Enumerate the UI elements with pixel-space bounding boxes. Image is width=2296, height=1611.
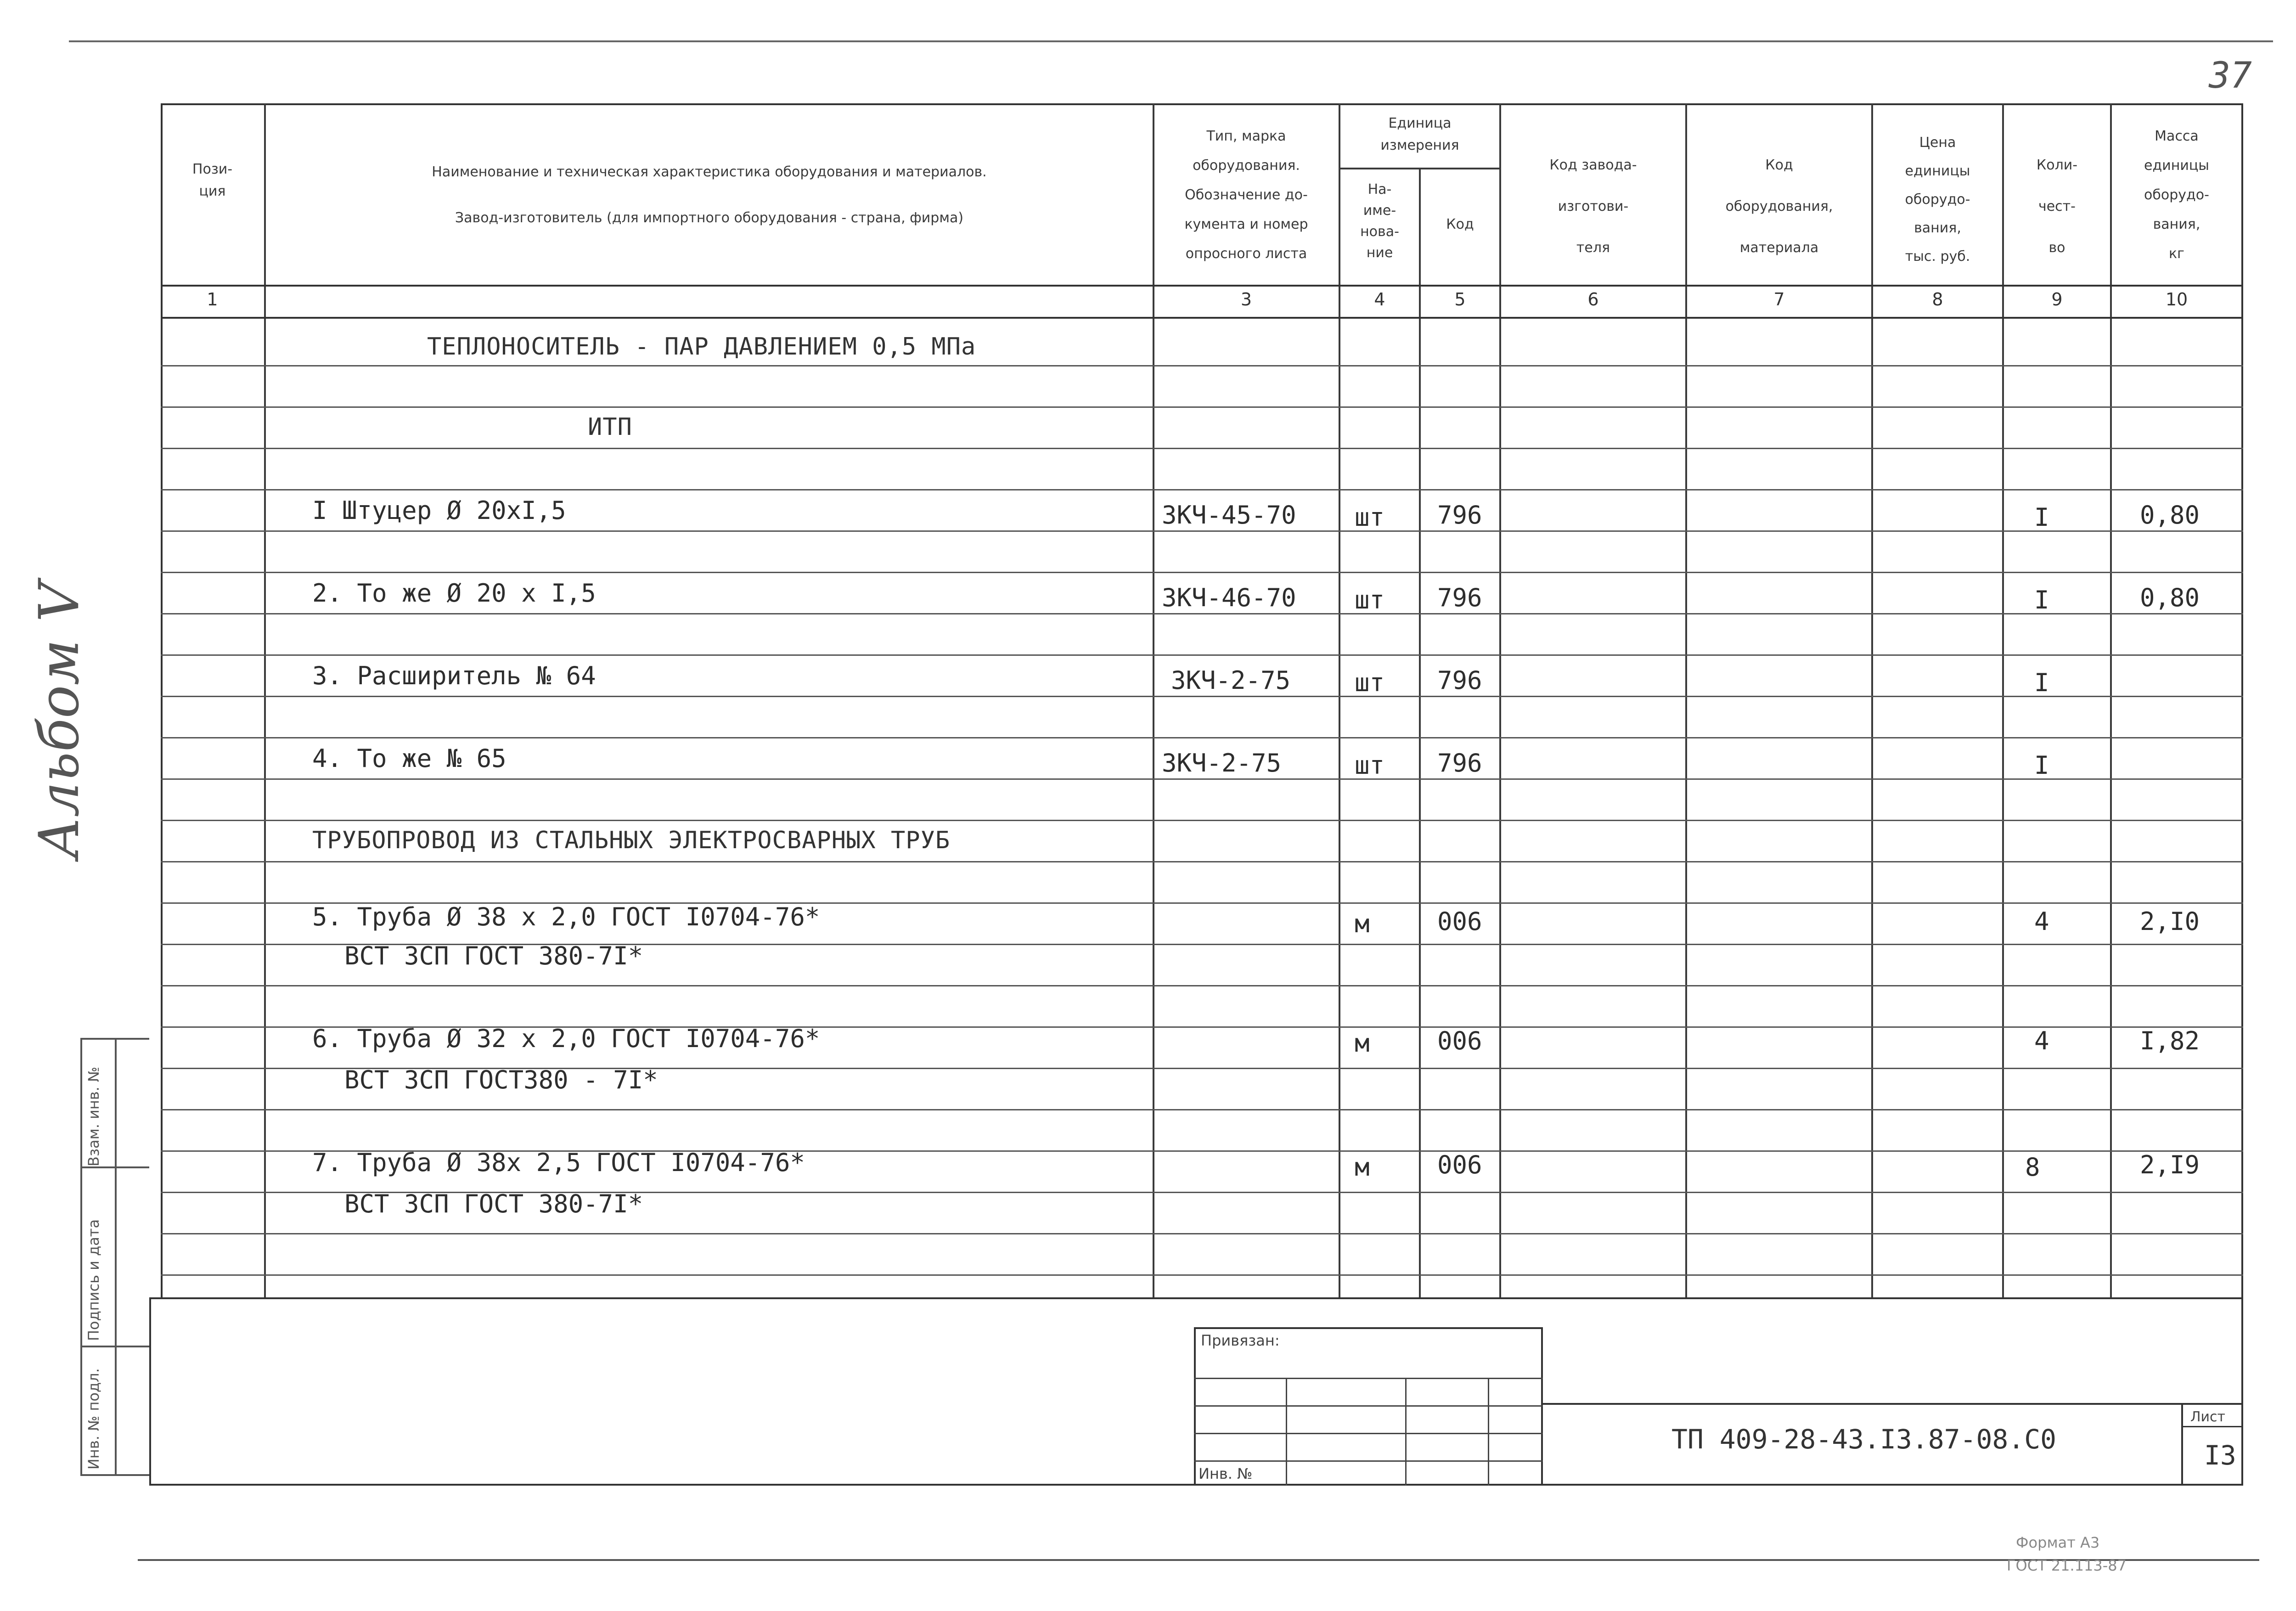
row7-name: 7. Труба Ø 38x 2,5 ГОСТ I0704-76* [312, 1148, 805, 1177]
row-rule [161, 737, 2243, 738]
header-col7: Код оборудования, материала [1725, 157, 1833, 256]
row2-name: 2. То же Ø 20 x I,5 [312, 579, 596, 608]
colnum-7: 7 [1773, 289, 1785, 310]
row4-type: ЗКЧ-2-75 [1162, 749, 1282, 777]
row7-name2: ВСТ 3СП ГОСТ 380-7I* [344, 1189, 643, 1218]
col-sep-2 [1153, 103, 1154, 1297]
row5-code: 006 [1437, 907, 1482, 936]
unit-header-subrule [1339, 168, 1499, 169]
table-right-border [2241, 103, 2243, 1297]
colnum-bottom-rule [161, 317, 2243, 319]
row7-code: 006 [1437, 1150, 1482, 1179]
col-sep-6 [1685, 103, 1687, 1297]
section-title-itp: ИТП [588, 413, 632, 441]
stamp-privyazan: Привязан: [1201, 1332, 1280, 1349]
row6-name2: ВСТ 3СП ГОСТ380 - 7I* [344, 1065, 658, 1094]
stamp-inv-no: Инв. № [1199, 1465, 1253, 1482]
row2-mass: 0,80 [2140, 583, 2200, 612]
stamp-col3 [1488, 1378, 1489, 1486]
stamp-col1 [1286, 1378, 1287, 1486]
stamp-row1 [1194, 1378, 1543, 1379]
row6-qty: 4 [2034, 1026, 2049, 1055]
row-rule [161, 406, 2243, 408]
row-rule [161, 985, 2243, 986]
header-col1: Пози- ция [192, 161, 233, 199]
col-sep-4 [1419, 168, 1421, 1297]
row2-code: 796 [1437, 583, 1482, 612]
header-col8: Цена единицы оборудо- вания, тыс. руб. [1905, 135, 1970, 265]
gost-label: ГОСТ 21.113-87 [2007, 1557, 2127, 1574]
colnum-10: 10 [2165, 289, 2188, 310]
side-label-podpis-data: Подпись и дата [85, 1219, 102, 1341]
row-rule [161, 861, 2243, 862]
side-strip-bottom [80, 1474, 149, 1476]
specification-table [161, 103, 2243, 1297]
row4-unit: шт [1355, 751, 1385, 780]
row-rule [161, 489, 2243, 490]
row1-qty: I [2034, 503, 2049, 532]
table-bottom-rule [149, 1297, 2243, 1299]
row6-code: 006 [1437, 1026, 1482, 1055]
row6-unit: м [1355, 1029, 1370, 1058]
row6-mass: I,82 [2140, 1026, 2200, 1055]
col-sep-3 [1339, 103, 1340, 1297]
row-rule [161, 1274, 2243, 1276]
stamp-col2 [1405, 1378, 1407, 1486]
row3-qty: I [2034, 668, 2049, 697]
row1-code: 796 [1437, 501, 1482, 529]
colnum-6: 6 [1587, 289, 1599, 310]
row-rule [161, 572, 2243, 573]
table-top-border [161, 103, 2243, 105]
row3-code: 796 [1437, 666, 1482, 695]
top-rule [69, 40, 2273, 42]
section-title-heat-carrier: ТЕПЛОНОСИТЕЛЬ - ПАР ДАВЛЕНИЕМ 0,5 МПа [427, 333, 976, 361]
header-col5: Код [1446, 216, 1474, 232]
sheet-box-left [2181, 1403, 2183, 1486]
header-bottom-rule [161, 285, 2243, 287]
row-rule [161, 654, 2243, 656]
row-rule [161, 778, 2243, 780]
frame-bottom [149, 1484, 2243, 1486]
sheet-number: I3 [2204, 1440, 2236, 1471]
table-left-border [161, 103, 163, 1297]
row3-type: ЗКЧ-2-75 [1171, 666, 1291, 695]
row4-code: 796 [1437, 749, 1482, 777]
stamp-row4 [1194, 1460, 1543, 1462]
row-rule [161, 530, 2243, 532]
header-col9: Коли- чест- во [2036, 157, 2078, 256]
col-sep-7 [1871, 103, 1873, 1297]
col-sep-8 [2002, 103, 2004, 1297]
side-strip-line [80, 1038, 82, 1474]
colnum-9: 9 [2051, 289, 2063, 310]
row1-mass: 0,80 [2140, 501, 2200, 529]
row2-qty: I [2034, 586, 2049, 614]
row-rule [161, 820, 2243, 821]
row5-mass: 2,I0 [2140, 907, 2200, 936]
frame-left-lower [149, 1297, 151, 1486]
row-rule [161, 1233, 2243, 1234]
stamp-top [1194, 1327, 1543, 1329]
colnum-8: 8 [1932, 289, 1943, 310]
row5-name2: ВСТ 3СП ГОСТ 380-7I* [344, 941, 643, 970]
row1-type: ЗКЧ-45-70 [1162, 501, 1296, 529]
header-col6: Код завода- изготови- теля [1549, 157, 1637, 256]
header-col3: Тип, марка оборудования. Обозначение до- кумента и номер опросного листа [1184, 128, 1308, 262]
row-rule [161, 696, 2243, 697]
row7-mass: 2,I9 [2140, 1150, 2200, 1179]
header-col2: Наименование и техническая характеристика оборудования и материалов. Завод-изготовитель (для импортного оборудования - страна, фирма) [432, 164, 987, 226]
row-rule [161, 613, 2243, 614]
page-number-mark: 37 [2209, 55, 2252, 96]
col-sep-9 [2110, 103, 2112, 1297]
row3-name: 3. Расширитель № 64 [312, 661, 596, 690]
row6-name: 6. Труба Ø 32 x 2,0 ГОСТ I0704-76* [312, 1024, 820, 1053]
row5-qty: 4 [2034, 907, 2049, 936]
row-rule [161, 365, 2243, 366]
frame-right-lower [2241, 1297, 2243, 1486]
stamp-row3 [1194, 1433, 1543, 1434]
row2-unit: шт [1355, 586, 1385, 614]
side-strip-mid [115, 1038, 117, 1474]
col-sep-5 [1499, 103, 1501, 1297]
album-label: Альбом V [28, 582, 91, 859]
title-block-top [1543, 1403, 2243, 1405]
row5-name: 5. Труба Ø 38 x 2,0 ГОСТ I0704-76* [312, 902, 820, 931]
colnum-5: 5 [1454, 289, 1466, 310]
colnum-3: 3 [1240, 289, 1252, 310]
document-code: ТП 409-28-43.I3.87-08.С0 [1671, 1424, 2057, 1455]
sheet-box-mid [2181, 1426, 2243, 1427]
col-sep-1 [264, 103, 266, 1297]
header-col10: Масса единицы оборудо- вания, кг [2144, 128, 2209, 262]
section-title-pipeline: ТРУБОПРОВОД ИЗ СТАЛЬНЫХ ЭЛЕКТРОСВАРНЫХ ТРУБ [312, 827, 951, 854]
header-col4: На- име- нова- ние [1360, 181, 1399, 261]
row7-qty: 8 [2025, 1153, 2040, 1182]
row4-qty: I [2034, 751, 2049, 780]
format-label: Формат А3 [2016, 1534, 2100, 1551]
header-unit-group: Единица измерения [1380, 115, 1459, 153]
stamp-row2 [1194, 1405, 1543, 1407]
row3-unit: шт [1355, 668, 1385, 697]
colnum-4: 4 [1374, 289, 1385, 310]
row2-type: ЗКЧ-46-70 [1162, 583, 1296, 612]
side-label-vzam-inv: Взам. инв. № [85, 1066, 102, 1166]
row4-name: 4. То же № 65 [312, 744, 506, 773]
row7-unit: м [1355, 1153, 1370, 1182]
side-label-inv-podl: Инв. № подл. [85, 1368, 102, 1470]
sheet-label: Лист [2190, 1409, 2226, 1425]
row-rule [161, 1109, 2243, 1110]
row-rule [161, 448, 2243, 449]
bottom-rule [138, 1559, 2259, 1561]
row1-unit: шт [1355, 503, 1385, 532]
colnum-1: 1 [207, 289, 218, 310]
row5-unit: м [1355, 909, 1370, 938]
row1-name: I Штуцер Ø 20xI,5 [312, 496, 566, 525]
